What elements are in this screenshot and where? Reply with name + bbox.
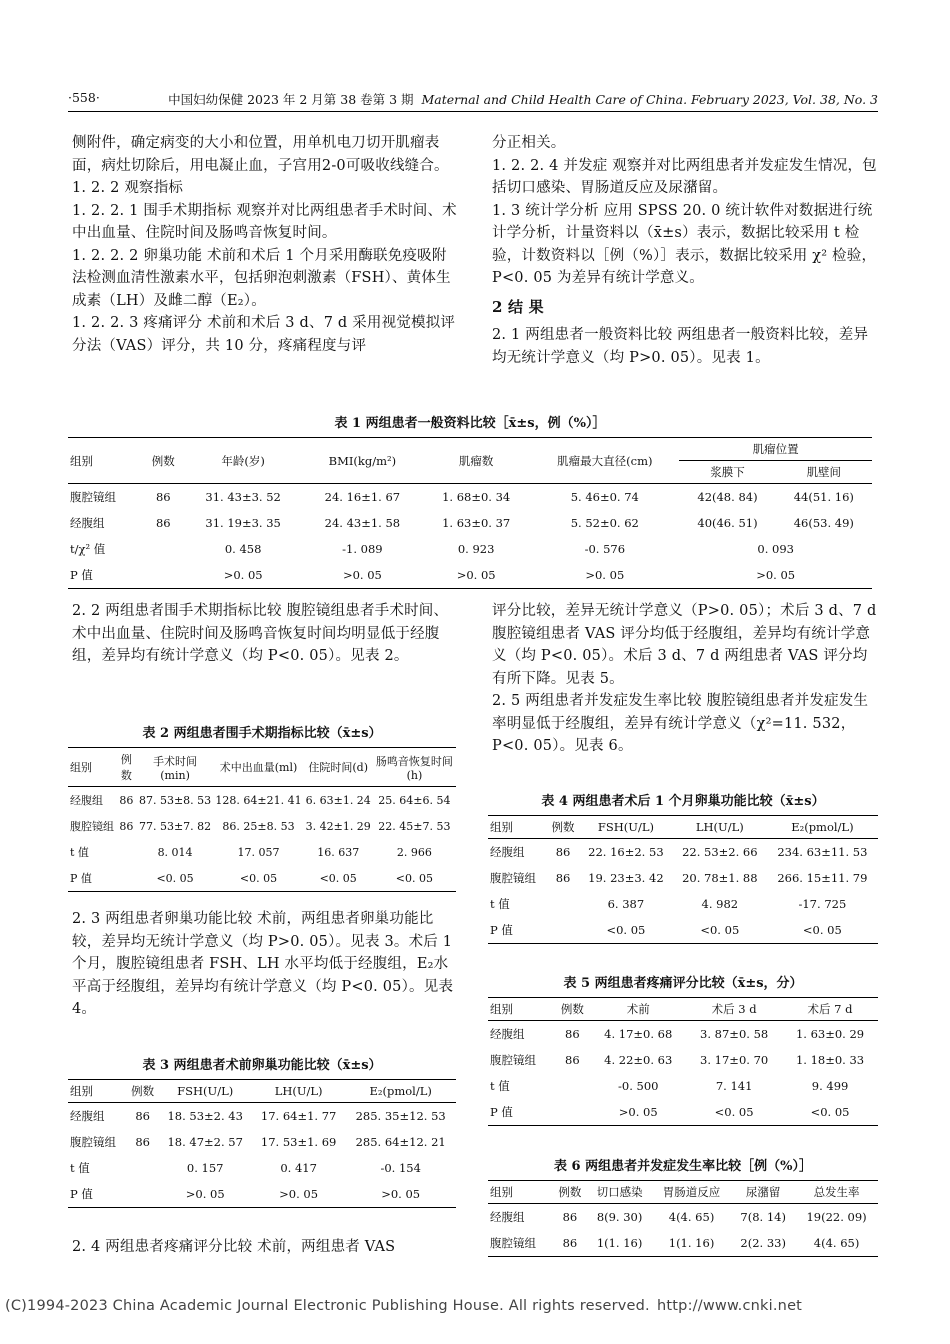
cell: 6. 387 [607, 897, 645, 911]
cell [116, 865, 137, 892]
cell: 86 [155, 490, 171, 504]
right-column-top [492, 132, 879, 369]
cell: 86 [135, 1109, 150, 1123]
table-3 [68, 1054, 456, 1208]
cell: 5. 52±0. 62 [570, 516, 639, 530]
cell: 经腹组 [490, 1210, 525, 1224]
cell: 腹腔镜组 [490, 1236, 536, 1250]
col-header: E₂(pmol/L) [767, 816, 878, 839]
table-row [68, 865, 456, 892]
cell: 40(46. 51) [697, 516, 758, 530]
cell: 86 [135, 1135, 150, 1149]
col-header: 例数 [116, 748, 137, 787]
cell: 腹腔镜组 [490, 871, 536, 885]
paragraph: 1. 3 统计学分析 应用 SPSS 20. 0 统计软件对数据进行统计学分析，计量资料以（x̄±s）表示，数据比较采用 t 检验，计数资料以［例（%）］表示，数据比较采用 χ² 检验，P<0. 05 为差异有统计学意义。 [492, 202, 877, 286]
cell: P 值 [490, 1105, 513, 1119]
paragraph: 1. 2. 2. 1 围手术期指标 观察并对比两组患者手术时间、术中出血量、住院时间及肠鸣音恢复时间。 [72, 202, 457, 241]
paragraph: 分正相关。 [492, 135, 566, 151]
cell: >0. 05 [279, 1187, 319, 1201]
cell: 经腹组 [490, 845, 525, 859]
section-heading: 1. 2. 2 观察指标 [72, 180, 184, 196]
col-header: 术前 [590, 998, 686, 1021]
cell: <0. 05 [395, 871, 434, 885]
cell [547, 891, 579, 917]
col-header: 例数 [547, 816, 579, 839]
cell: 42(48. 84) [697, 490, 758, 504]
cell: 31. 43±3. 52 [205, 490, 281, 504]
cell: <0. 05 [802, 923, 842, 937]
cell: 22. 45±7. 53 [378, 819, 451, 833]
cell: 3. 87±0. 58 [700, 1027, 769, 1041]
cell: 86 [562, 1210, 578, 1224]
cell [143, 536, 184, 562]
cell: 285. 35±12. 53 [355, 1109, 446, 1123]
cell: 24. 16±1. 67 [324, 490, 401, 504]
cell: 腹腔镜组 [70, 1135, 116, 1149]
cell: 22. 16±2. 53 [588, 845, 664, 859]
cell: 1. 63±0. 29 [795, 1027, 865, 1041]
cell: 44(51. 16) [793, 490, 854, 504]
table-1 [68, 412, 872, 589]
cell: 经腹组 [490, 1027, 525, 1041]
col-header: 例数 [143, 438, 184, 484]
cell: 0. 093 [757, 542, 794, 556]
cell: 86 [555, 845, 571, 859]
table-4-grid [488, 815, 878, 944]
table-caption: 表 1 两组患者一般资料比较［x̄±s，例（%）］ [334, 416, 606, 431]
cell: 234. 63±11. 53 [777, 845, 868, 859]
cell: P 值 [70, 1187, 93, 1201]
cell: 86 [555, 871, 571, 885]
cell: 1. 68±0. 34 [442, 490, 511, 504]
cell: 17. 53±1. 69 [260, 1135, 337, 1149]
cell: 86 [565, 1027, 580, 1041]
table-row [488, 1204, 878, 1231]
left-column-top [72, 132, 460, 357]
col-header: 组别 [68, 748, 116, 787]
paragraph: 侧附件，确定病变的大小和位置，用单机电刀切开肌瘤表面，病灶切除后，用电凝止血，子宫用2-0可吸收线缝合。 [72, 135, 449, 174]
table-4 [488, 790, 878, 944]
cell [143, 562, 184, 589]
copyright-text: (C)1994-2023 China Academic Journal Electronic Publishing House. All rights reserved. [5, 1298, 650, 1314]
paragraph: 1. 2. 2. 2 卵巢功能 术前和术后 1 个月采用酶联免疫吸附法检测血清性激素水平，包括卵泡刺激素（FSH）、黄体生成素（LH）及雌二醇（E₂）。 [72, 247, 451, 309]
cell: 4. 982 [701, 897, 739, 911]
cell: 46(53. 49) [793, 516, 854, 530]
cell [554, 1073, 590, 1099]
cell: 9. 499 [811, 1079, 849, 1093]
table-row [68, 839, 456, 865]
col-header: 年龄(岁) [184, 438, 303, 484]
right-column-mid [492, 600, 879, 758]
paragraph: 2. 5 两组患者并发症发生率比较 腹腔镜组患者并发症发生率明显低于经腹组，差异有统计学意义（χ²=11. 532，P<0. 05）。见表 6。 [492, 693, 869, 754]
cell: 22. 53±2. 66 [682, 845, 758, 859]
col-header: BMI(kg/m²) [303, 438, 422, 484]
col-header: FSH(U/L) [159, 1080, 252, 1103]
table-row [488, 1230, 878, 1257]
col-header: FSH(U/L) [579, 816, 673, 839]
table-1-grid [68, 437, 872, 589]
page-number: ·558· [68, 90, 100, 105]
table-row [488, 1047, 878, 1073]
cell: 25. 64±6. 54 [378, 793, 451, 807]
cell: 16. 637 [317, 845, 360, 859]
cell: 77. 53±7. 82 [138, 819, 212, 833]
cell: 19. 23±3. 42 [588, 871, 664, 885]
cell: 24. 43±1. 58 [324, 516, 401, 530]
cell: 19(22. 09) [806, 1210, 867, 1224]
cell: 17. 057 [237, 845, 280, 859]
col-header: 术中出血量(ml) [213, 748, 303, 787]
journal-title-cn: 中国妇幼保健 2023 年 2 月第 38 卷第 3 期 [168, 92, 414, 107]
table-row [488, 839, 878, 866]
cell: >0. 05 [585, 568, 625, 582]
cell: <0. 05 [156, 871, 194, 885]
cell: -0. 576 [584, 542, 626, 556]
cell: 经腹组 [70, 516, 105, 530]
cell: 3. 17±0. 70 [700, 1053, 769, 1067]
cell [116, 839, 137, 865]
table-caption: 表 3 两组患者术前卵巢功能比较（x̄±s） [142, 1058, 382, 1073]
left-column-mid [72, 600, 460, 668]
cell: >0. 05 [342, 568, 382, 582]
cell: 经腹组 [70, 1109, 105, 1123]
table-2 [68, 722, 456, 892]
col-header: 住院时间(d) [304, 748, 373, 787]
cell: 7. 141 [715, 1079, 753, 1093]
cell: P 值 [70, 568, 93, 582]
cell: P 值 [70, 872, 92, 885]
cell: 经腹组 [70, 794, 103, 807]
col-header: 例数 [553, 1181, 588, 1204]
col-header: 胃肠道反应 [652, 1181, 731, 1204]
cell: 17. 64±1. 77 [260, 1109, 337, 1123]
journal-title [168, 90, 878, 108]
table-row [68, 1103, 456, 1130]
cell: <0. 05 [700, 923, 740, 937]
cell: 1. 18±0. 33 [795, 1053, 865, 1067]
col-header: 肌瘤数 [422, 438, 530, 484]
col-header: 手术时间(min) [137, 748, 214, 787]
cell: t 值 [70, 1161, 90, 1175]
cell: <0. 05 [606, 923, 646, 937]
sub-header: 浆膜下 [679, 461, 775, 484]
table-row [488, 1021, 878, 1048]
cell: 7(8. 14) [740, 1210, 786, 1224]
cell: 腹腔镜组 [490, 1053, 536, 1067]
table-caption: 表 4 两组患者术后 1 个月卵巢功能比较（x̄±s） [541, 794, 825, 809]
cell: 2. 966 [396, 845, 432, 859]
cell: 86 [119, 819, 134, 833]
paragraph: 2. 3 两组患者卵巢功能比较 术前，两组患者卵巢功能比较，差异均无统计学意义（均 P>0. 05）。见表 3。术后 1 个月，腹腔镜组患者 FSH、LH 水平均低于经腹组，E₂水平高于经腹组，差异均有统计学意义（均 P<0. 05）。见表 4。 [72, 911, 454, 1017]
cell: 4. 17±0. 68 [604, 1027, 673, 1041]
cell: <0. 05 [319, 871, 357, 885]
cell: P 值 [490, 923, 513, 937]
cell: t 值 [490, 897, 510, 911]
col-header: LH(U/L) [673, 816, 767, 839]
cell: 4(4. 65) [813, 1236, 860, 1250]
cell: t 值 [490, 1079, 510, 1093]
table-caption: 表 2 两组患者围手术期指标比较（x̄±s） [142, 726, 382, 741]
cell: 1(1. 16) [668, 1236, 715, 1250]
cell: >0. 05 [223, 568, 263, 582]
cell: 0. 458 [224, 542, 262, 556]
cell: 266. 15±11. 79 [777, 871, 868, 885]
sub-header: 肌壁间 [776, 461, 872, 484]
cell: 128. 64±21. 41 [215, 793, 302, 807]
table-row [68, 484, 872, 511]
table-row [68, 1155, 456, 1181]
cell: -1. 089 [342, 542, 383, 556]
cell: <0. 05 [239, 871, 278, 885]
paragraph: 2. 4 两组患者疼痛评分比较 术前，两组患者 VAS [72, 1239, 396, 1255]
paragraph: 2. 2 两组患者围手术期指标比较 腹腔镜组患者手术时间、术中出血量、住院时间及肠鸣音恢复时间均明显低于经腹组，差异均有统计学意义（均 P<0. 05）。见表 2。 [72, 603, 449, 664]
cell: 18. 53±2. 43 [167, 1109, 243, 1123]
col-header: E₂(pmol/L) [345, 1080, 456, 1103]
col-header: 尿潴留 [731, 1181, 795, 1204]
col-header: 术后 7 d [782, 998, 878, 1021]
cell: >0. 05 [756, 568, 796, 582]
cell: <0. 05 [810, 1105, 850, 1119]
cell: 0. 157 [186, 1161, 224, 1175]
cell: t 值 [70, 846, 89, 859]
table-row [488, 917, 878, 944]
cell: 285. 64±12. 21 [355, 1135, 446, 1149]
table-row [68, 536, 872, 562]
cell: 18. 47±2. 57 [167, 1135, 243, 1149]
cell: 8. 014 [157, 845, 193, 859]
table-row [488, 891, 878, 917]
journal-title-en: Maternal and Child Health Care of China. February 2023, Vol. 38, No. 3 [421, 92, 878, 107]
table-caption: 表 5 两组患者疼痛评分比较（x̄±s，分） [563, 976, 803, 991]
cell: 腹腔镜组 [70, 490, 116, 504]
cell: 2(2. 33) [740, 1236, 786, 1250]
col-header: 组别 [488, 816, 547, 839]
cell: <0. 05 [714, 1105, 754, 1119]
col-header: 组别 [68, 1080, 127, 1103]
cell: -17. 725 [798, 897, 847, 911]
left-column-mid2 [72, 908, 460, 1021]
col-header: 总发生率 [795, 1181, 878, 1204]
paragraph: 评分比较，差异无统计学意义（P>0. 05）；术后 3 d、7 d 腹腔镜组患者 VAS 评分均低于经腹组，差异均有统计学意义（均 P<0. 05）。术后 3 d、7 d 两组患者 VAS 评分均有所下降。见表 5。 [492, 603, 877, 687]
table-6 [488, 1155, 878, 1257]
col-header: 例数 [127, 1080, 159, 1103]
col-header: 肌瘤最大直径(cm) [530, 438, 679, 484]
paragraph: 2. 1 两组患者一般资料比较 两组患者一般资料比较，差异均无统计学意义（均 P>0. 05）。见表 1。 [492, 327, 869, 366]
cell: 1(1. 16) [596, 1236, 643, 1250]
table-row [488, 1099, 878, 1126]
col-header: 肠鸣音恢复时间(h) [373, 748, 456, 787]
cell: 5. 46±0. 74 [570, 490, 639, 504]
left-column-bottom [72, 1236, 460, 1259]
table-row [68, 813, 456, 839]
cell [127, 1155, 159, 1181]
paragraph: 1. 2. 2. 4 并发症 观察并对比两组患者并发症发生情况，包括切口感染、胃肠道反应及尿潴留。 [492, 157, 877, 196]
col-header: 例数 [554, 998, 590, 1021]
col-header: 组别 [488, 998, 554, 1021]
col-header: LH(U/L) [252, 1080, 345, 1103]
table-6-grid [488, 1180, 878, 1257]
cell: 4(4. 65) [668, 1210, 715, 1224]
cell: >0. 05 [456, 568, 496, 582]
table-5-grid [488, 997, 878, 1126]
table-row [68, 1181, 456, 1208]
copyright-footer [5, 1298, 803, 1314]
col-header: 切口感染 [587, 1181, 652, 1204]
col-header: 组别 [488, 1181, 553, 1204]
table-row [68, 562, 872, 589]
cell: 0. 923 [457, 542, 495, 556]
cell: 86 [119, 793, 134, 807]
cell: 20. 78±1. 88 [682, 871, 758, 885]
table-row [68, 510, 872, 536]
cell [547, 917, 579, 944]
col-header: 肌瘤位置 [679, 438, 872, 461]
cell: 86 [562, 1236, 578, 1250]
cell: 6. 63±1. 24 [305, 793, 371, 807]
cell: 87. 53±8. 53 [138, 793, 212, 807]
cell: 3. 42±1. 29 [305, 819, 371, 833]
cell [127, 1181, 159, 1208]
footer-link[interactable]: http://www.cnki.net [657, 1298, 803, 1314]
cell: >0. 05 [185, 1187, 225, 1201]
table-2-grid [68, 747, 456, 892]
table-5 [488, 972, 878, 1126]
paragraph: 1. 2. 2. 3 疼痛评分 术前和术后 3 d、7 d 采用视觉模拟评分法（VAS）评分，共 10 分，疼痛程度与评 [72, 315, 456, 354]
table-3-grid [68, 1079, 456, 1208]
table-caption: 表 6 两组患者并发症发生率比较［例（%）］ [554, 1159, 812, 1174]
table-row [488, 865, 878, 891]
cell: -0. 154 [380, 1161, 421, 1175]
section-heading-results: 2 结 果 [492, 297, 544, 316]
table-row [68, 1129, 456, 1155]
table-row [488, 1073, 878, 1099]
cell: -0. 500 [618, 1079, 659, 1093]
col-header: 术后 3 d [686, 998, 782, 1021]
table-row [68, 787, 456, 814]
cell: 86 [155, 516, 171, 530]
cell: 31. 19±3. 35 [205, 516, 281, 530]
cell: >0. 05 [618, 1105, 658, 1119]
cell: 86 [565, 1053, 580, 1067]
cell: t/χ² 值 [70, 542, 106, 556]
header-rule [68, 111, 878, 112]
col-header: 组别 [68, 438, 143, 484]
cell: 4. 22±0. 63 [604, 1053, 673, 1067]
cell [554, 1099, 590, 1126]
cell: 8(9. 30) [596, 1210, 643, 1224]
page-header [68, 90, 878, 110]
cell: 腹腔镜组 [70, 820, 114, 833]
cell: 0. 417 [280, 1161, 317, 1175]
cell: >0. 05 [381, 1187, 421, 1201]
cell: 1. 63±0. 37 [442, 516, 511, 530]
cell: 86. 25±8. 53 [222, 819, 295, 833]
